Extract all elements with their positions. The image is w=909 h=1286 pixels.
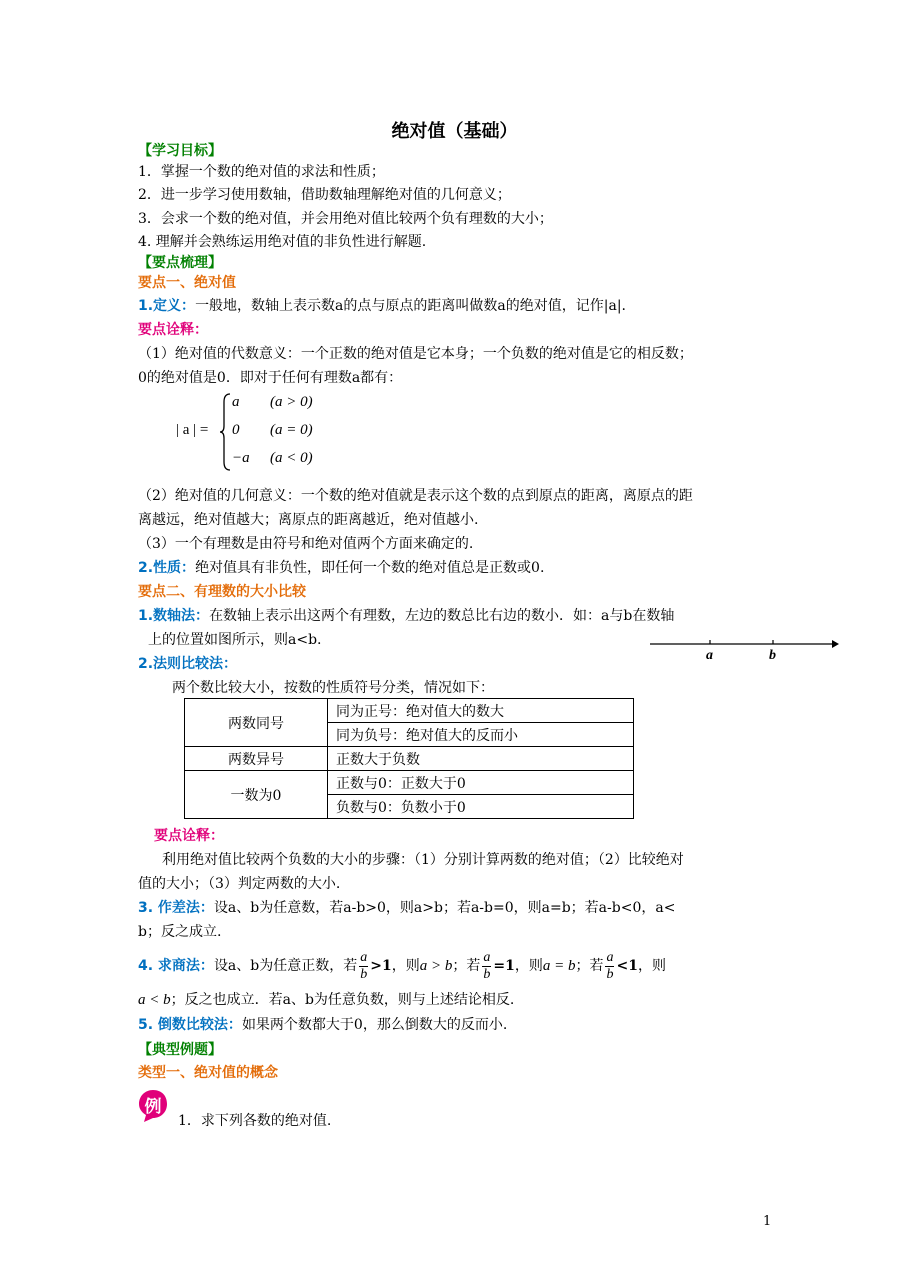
method4-line1	[138, 946, 666, 986]
type1-heading: 类型一、绝对值的概念	[138, 1065, 278, 1081]
formula-cond: (a > 0)	[270, 394, 313, 410]
table-row	[185, 747, 634, 771]
property-line	[138, 558, 544, 578]
note2-line1: （2）绝对值的几何意义：一个数的绝对值就是表示这个数的点到原点的距离，离原点的距	[138, 488, 693, 504]
goal-item: 4. 理解并会熟练运用绝对值的非负性进行解题.	[138, 234, 427, 250]
fraction-den: b	[606, 966, 614, 982]
formula-expr: −a	[232, 450, 250, 466]
math-a-lt-b: a < b	[138, 992, 171, 1008]
table-cell: 正数与0：正数大于0	[328, 771, 634, 795]
method1-line2: 上的位置如图所示，则a<b.	[148, 632, 322, 648]
method1-label: 1.数轴法：	[138, 608, 210, 624]
property-label: 2.性质：	[138, 560, 196, 576]
fraction	[605, 950, 614, 983]
fraction-num: a	[606, 949, 614, 965]
table-cell: 同为负号：绝对值大的反而小	[328, 723, 634, 747]
goals-heading: 【学习目标】	[138, 143, 222, 159]
example-badge-icon	[138, 1089, 168, 1119]
goal-item: 2．进一步学习使用数轴，借助数轴理解绝对值的几何意义；	[138, 187, 511, 203]
definition-line	[138, 296, 626, 316]
comparison-table	[184, 698, 634, 819]
fraction-num: a	[483, 949, 491, 965]
table-cell: 两数同号	[185, 699, 328, 747]
formula-cond: (a < 0)	[270, 450, 313, 466]
math-lt1: <1	[616, 958, 638, 974]
axis-label-a: a	[706, 648, 713, 663]
formula-expr: a	[232, 394, 240, 410]
method4-text: ，则	[514, 958, 543, 974]
method3-line1	[138, 898, 675, 918]
table-row	[185, 699, 634, 723]
math-gt1: >1	[370, 958, 392, 974]
method4-text: ；若	[575, 958, 604, 974]
method4-line2	[138, 990, 514, 1010]
method3-label: 3. 作差法：	[138, 900, 214, 916]
definition-text: 一般地，数轴上表示数a的点与原点的距离叫做数a的绝对值，记作|a|.	[195, 298, 626, 314]
method4-text: ；反之也成立．若a、b为任意负数，则与上述结论相反.	[170, 992, 515, 1008]
fraction-den: b	[360, 966, 368, 982]
note1-line2: 0的绝对值是0．即对于任何有理数a都有：	[138, 370, 403, 386]
example-badge-text: 例	[144, 1097, 162, 1117]
note-label: 要点诠释：	[138, 322, 208, 338]
brace-icon	[220, 392, 232, 472]
method3-text: 设a、b为任意数，若a-b>0，则a>b；若a-b=0，则a=b；若a-b<0，a<	[213, 900, 676, 916]
fraction	[359, 950, 368, 983]
goal-item: 1．掌握一个数的绝对值的求法和性质；	[138, 164, 385, 180]
note2-line2: 离越远，绝对值越大；离原点的距离越近，绝对值越小.	[138, 512, 479, 528]
math-eq1: =1	[493, 958, 515, 974]
axis-label-b: b	[769, 648, 776, 663]
method2-label: 2.法则比较法：	[138, 656, 238, 672]
method5-label: 5. 倒数比较法：	[138, 1017, 242, 1033]
math-a-eq-b: a = b	[542, 958, 576, 974]
note3: （3）一个有理数是由符号和绝对值两个方面来确定的.	[138, 536, 474, 552]
table-row	[185, 771, 634, 795]
table-cell: 两数异号	[185, 747, 328, 771]
method5-text: 如果两个数都大于0，那么倒数大的反而小.	[241, 1017, 508, 1033]
method3-line2: b；反之成立.	[138, 924, 222, 940]
method1-text: 在数轴上表示出这两个有理数，左边的数总比右边的数小．如：a与b在数轴	[209, 608, 675, 624]
method4-text: ，则	[391, 958, 420, 974]
point2-heading: 要点二、有理数的大小比较	[138, 584, 306, 600]
method2-intro: 两个数比较大小，按数的性质符号分类，情况如下：	[172, 680, 494, 696]
math-a-gt-b: a > b	[419, 958, 453, 974]
method4-text: ；若	[452, 958, 481, 974]
note1-line1: （1）绝对值的代数意义：一个正数的绝对值是它本身；一个负数的绝对值是它的相反数；	[138, 346, 693, 362]
table-cell: 负数与0：负数小于0	[328, 795, 634, 819]
example1: 1．求下列各数的绝对值.	[178, 1113, 332, 1129]
fraction-num: a	[360, 949, 368, 965]
table-cell: 正数大于负数	[328, 747, 634, 771]
formula-lhs: | a | =	[176, 422, 209, 438]
fraction	[482, 950, 491, 983]
formula-expr: 0	[232, 422, 240, 438]
method5-line	[138, 1015, 507, 1035]
method1-line1	[138, 606, 674, 626]
table-cell: 同为正号：绝对值大的数大	[328, 699, 634, 723]
page-title: 绝对值（基础）	[391, 121, 518, 142]
abs-formula	[176, 392, 336, 472]
note-label-2: 要点诠释：	[154, 828, 224, 844]
number-line-figure	[648, 632, 840, 666]
note-line1: 利用绝对值比较两个负数的大小的步骤：（1）分别计算两数的绝对值；（2）比较绝对	[162, 852, 684, 868]
table-cell: 一数为0	[185, 771, 328, 819]
property-text: 绝对值具有非负性，即任何一个数的绝对值总是正数或0.	[195, 560, 545, 576]
definition-label: 1.定义：	[138, 298, 196, 314]
method4-label: 4. 求商法：	[138, 958, 214, 974]
fraction-den: b	[483, 966, 491, 982]
point1-heading: 要点一、绝对值	[138, 275, 236, 291]
points-heading: 【要点梳理】	[138, 255, 222, 271]
goal-item: 3．会求一个数的绝对值，并会用绝对值比较两个负有理数的大小；	[138, 211, 553, 227]
method4-text: ，则	[637, 958, 666, 974]
formula-cond: (a = 0)	[270, 422, 313, 438]
arrow-icon	[832, 640, 839, 648]
method4-text: 设a、b为任意正数，若	[213, 958, 358, 974]
note-line2: 值的大小；（3）判定两数的大小.	[138, 876, 341, 892]
page-number: 1	[763, 1214, 772, 1229]
examples-heading: 【典型例题】	[138, 1042, 222, 1058]
